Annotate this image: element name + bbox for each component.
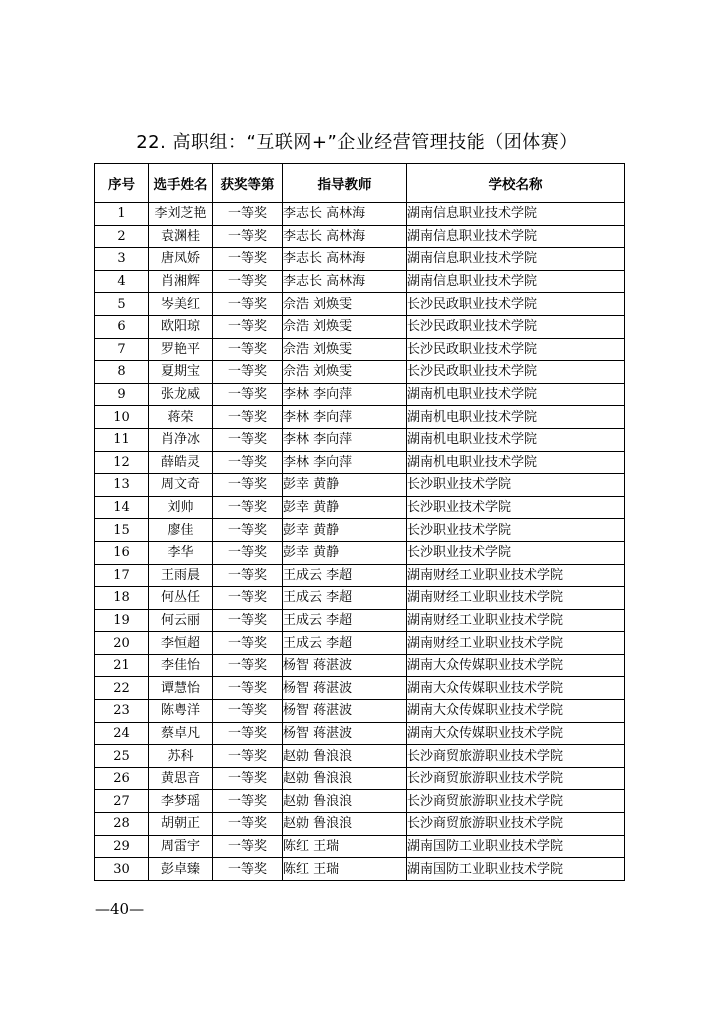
document-title: 22. 高职组：“互联网+”企业经营管理技能（团体赛） [136, 132, 578, 153]
results-table [94, 163, 625, 881]
cell-instructors: 王成云 李超 [283, 587, 407, 610]
cell-number: 28 [95, 813, 149, 836]
table-row [95, 632, 625, 655]
cell-award-level: 一等奖 [213, 451, 283, 474]
cell-contestant-name: 黄思音 [149, 767, 213, 790]
cell-contestant-name: 罗艳平 [149, 338, 213, 361]
table-row [95, 813, 625, 836]
table-row [95, 790, 625, 813]
cell-instructors: 赵勍 鲁浪浪 [283, 790, 407, 813]
cell-award-level: 一等奖 [213, 654, 283, 677]
cell-instructors: 李林 李向萍 [283, 406, 407, 429]
cell-number: 2 [95, 225, 149, 248]
cell-award-level: 一等奖 [213, 858, 283, 881]
cell-contestant-name: 李华 [149, 541, 213, 564]
table-row [95, 406, 625, 429]
column-header-no: 序号 [95, 164, 149, 203]
cell-school-name: 湖南信息职业技术学院 [407, 225, 625, 248]
cell-instructors: 李志长 高林海 [283, 225, 407, 248]
cell-school-name: 湖南大众传媒职业技术学院 [407, 677, 625, 700]
cell-contestant-name: 肖湘辉 [149, 270, 213, 293]
cell-contestant-name: 袁渊桂 [149, 225, 213, 248]
table-row [95, 587, 625, 610]
cell-number: 18 [95, 587, 149, 610]
cell-contestant-name: 肖净冰 [149, 428, 213, 451]
cell-contestant-name: 蒋荣 [149, 406, 213, 429]
cell-school-name: 湖南财经工业职业技术学院 [407, 564, 625, 587]
cell-school-name: 长沙职业技术学院 [407, 519, 625, 542]
cell-number: 13 [95, 474, 149, 497]
cell-instructors: 杨智 蒋湛波 [283, 700, 407, 723]
cell-instructors: 杨智 蒋湛波 [283, 722, 407, 745]
table-header-row [95, 164, 625, 203]
cell-number: 24 [95, 722, 149, 745]
column-header-name: 选手姓名 [149, 164, 213, 203]
table-row [95, 203, 625, 226]
cell-number: 22 [95, 677, 149, 700]
cell-contestant-name: 何丛任 [149, 587, 213, 610]
cell-award-level: 一等奖 [213, 406, 283, 429]
cell-instructors: 陈红 王瑞 [283, 858, 407, 881]
table-row [95, 293, 625, 316]
table-row [95, 767, 625, 790]
cell-instructors: 王成云 李超 [283, 632, 407, 655]
cell-school-name: 湖南信息职业技术学院 [407, 248, 625, 271]
table-row [95, 541, 625, 564]
cell-award-level: 一等奖 [213, 361, 283, 384]
table-row [95, 428, 625, 451]
table-row [95, 383, 625, 406]
cell-contestant-name: 蔡卓凡 [149, 722, 213, 745]
cell-award-level: 一等奖 [213, 632, 283, 655]
cell-award-level: 一等奖 [213, 248, 283, 271]
table-row [95, 745, 625, 768]
table-row [95, 609, 625, 632]
cell-school-name: 湖南信息职业技术学院 [407, 270, 625, 293]
cell-award-level: 一等奖 [213, 790, 283, 813]
table-row [95, 361, 625, 384]
table-row [95, 474, 625, 497]
cell-school-name: 长沙民政职业技术学院 [407, 338, 625, 361]
cell-instructors: 李林 李向萍 [283, 428, 407, 451]
cell-instructors: 彭幸 黄静 [283, 519, 407, 542]
cell-contestant-name: 夏期宝 [149, 361, 213, 384]
cell-number: 3 [95, 248, 149, 271]
cell-instructors: 彭幸 黄静 [283, 474, 407, 497]
cell-award-level: 一等奖 [213, 722, 283, 745]
table-row [95, 564, 625, 587]
table-row [95, 654, 625, 677]
table-row [95, 225, 625, 248]
cell-instructors: 佘浩 刘焕雯 [283, 315, 407, 338]
cell-instructors: 赵勍 鲁浪浪 [283, 745, 407, 768]
cell-instructors: 彭幸 黄静 [283, 541, 407, 564]
cell-contestant-name: 李佳怡 [149, 654, 213, 677]
cell-school-name: 湖南机电职业技术学院 [407, 428, 625, 451]
cell-contestant-name: 周文奇 [149, 474, 213, 497]
cell-number: 11 [95, 428, 149, 451]
table-row [95, 315, 625, 338]
cell-instructors: 彭幸 黄静 [283, 496, 407, 519]
cell-number: 19 [95, 609, 149, 632]
cell-number: 1 [95, 203, 149, 226]
cell-school-name: 长沙商贸旅游职业技术学院 [407, 767, 625, 790]
cell-award-level: 一等奖 [213, 609, 283, 632]
cell-school-name: 湖南国防工业职业技术学院 [407, 858, 625, 881]
cell-contestant-name: 廖佳 [149, 519, 213, 542]
table-row [95, 519, 625, 542]
cell-number: 10 [95, 406, 149, 429]
cell-instructors: 佘浩 刘焕雯 [283, 338, 407, 361]
table-row [95, 835, 625, 858]
cell-number: 21 [95, 654, 149, 677]
table-row [95, 496, 625, 519]
table-row [95, 677, 625, 700]
cell-award-level: 一等奖 [213, 270, 283, 293]
cell-school-name: 长沙商贸旅游职业技术学院 [407, 745, 625, 768]
cell-school-name: 长沙民政职业技术学院 [407, 293, 625, 316]
cell-instructors: 李林 李向萍 [283, 451, 407, 474]
cell-contestant-name: 周雷宇 [149, 835, 213, 858]
cell-number: 8 [95, 361, 149, 384]
cell-instructors: 杨智 蒋湛波 [283, 677, 407, 700]
cell-number: 4 [95, 270, 149, 293]
cell-number: 23 [95, 700, 149, 723]
cell-contestant-name: 陈粤洋 [149, 700, 213, 723]
cell-number: 29 [95, 835, 149, 858]
cell-contestant-name: 谭慧怡 [149, 677, 213, 700]
cell-contestant-name: 张龙威 [149, 383, 213, 406]
cell-contestant-name: 李恒超 [149, 632, 213, 655]
cell-instructors: 王成云 李超 [283, 564, 407, 587]
cell-contestant-name: 李梦瑶 [149, 790, 213, 813]
cell-school-name: 长沙民政职业技术学院 [407, 315, 625, 338]
table-row [95, 248, 625, 271]
cell-instructors: 李志长 高林海 [283, 248, 407, 271]
cell-award-level: 一等奖 [213, 677, 283, 700]
cell-number: 17 [95, 564, 149, 587]
cell-number: 5 [95, 293, 149, 316]
cell-number: 6 [95, 315, 149, 338]
cell-instructors: 佘浩 刘焕雯 [283, 293, 407, 316]
cell-school-name: 长沙民政职业技术学院 [407, 361, 625, 384]
table-row [95, 338, 625, 361]
column-header-award: 获奖等第 [213, 164, 283, 203]
cell-contestant-name: 胡朝正 [149, 813, 213, 836]
cell-instructors: 佘浩 刘焕雯 [283, 361, 407, 384]
cell-contestant-name: 薛皓灵 [149, 451, 213, 474]
cell-school-name: 湖南机电职业技术学院 [407, 383, 625, 406]
cell-school-name: 湖南国防工业职业技术学院 [407, 835, 625, 858]
cell-award-level: 一等奖 [213, 203, 283, 226]
column-header-school: 学校名称 [407, 164, 625, 203]
cell-instructors: 陈红 王瑞 [283, 835, 407, 858]
cell-award-level: 一等奖 [213, 428, 283, 451]
cell-award-level: 一等奖 [213, 225, 283, 248]
cell-number: 7 [95, 338, 149, 361]
cell-instructors: 李志长 高林海 [283, 203, 407, 226]
cell-number: 25 [95, 745, 149, 768]
cell-school-name: 湖南大众传媒职业技术学院 [407, 654, 625, 677]
cell-school-name: 湖南大众传媒职业技术学院 [407, 700, 625, 723]
cell-number: 12 [95, 451, 149, 474]
cell-award-level: 一等奖 [213, 813, 283, 836]
cell-award-level: 一等奖 [213, 315, 283, 338]
cell-number: 15 [95, 519, 149, 542]
cell-award-level: 一等奖 [213, 541, 283, 564]
cell-award-level: 一等奖 [213, 496, 283, 519]
cell-contestant-name: 唐凤娇 [149, 248, 213, 271]
cell-school-name: 长沙职业技术学院 [407, 541, 625, 564]
cell-instructors: 李林 李向萍 [283, 383, 407, 406]
cell-contestant-name: 苏科 [149, 745, 213, 768]
page-number: —40— [95, 900, 145, 918]
cell-contestant-name: 刘帅 [149, 496, 213, 519]
cell-instructors: 赵勍 鲁浪浪 [283, 813, 407, 836]
cell-award-level: 一等奖 [213, 519, 283, 542]
cell-award-level: 一等奖 [213, 587, 283, 610]
cell-award-level: 一等奖 [213, 564, 283, 587]
table-row [95, 722, 625, 745]
table-row [95, 700, 625, 723]
cell-school-name: 湖南信息职业技术学院 [407, 203, 625, 226]
cell-contestant-name: 岑美红 [149, 293, 213, 316]
cell-instructors: 李志长 高林海 [283, 270, 407, 293]
cell-award-level: 一等奖 [213, 338, 283, 361]
cell-number: 14 [95, 496, 149, 519]
cell-number: 26 [95, 767, 149, 790]
cell-number: 9 [95, 383, 149, 406]
cell-instructors: 王成云 李超 [283, 609, 407, 632]
cell-school-name: 长沙职业技术学院 [407, 474, 625, 497]
cell-school-name: 湖南财经工业职业技术学院 [407, 632, 625, 655]
cell-contestant-name: 欧阳琼 [149, 315, 213, 338]
cell-instructors: 赵勍 鲁浪浪 [283, 767, 407, 790]
cell-award-level: 一等奖 [213, 745, 283, 768]
cell-school-name: 湖南财经工业职业技术学院 [407, 587, 625, 610]
cell-school-name: 湖南机电职业技术学院 [407, 406, 625, 429]
cell-contestant-name: 彭卓臻 [149, 858, 213, 881]
cell-number: 27 [95, 790, 149, 813]
cell-school-name: 湖南财经工业职业技术学院 [407, 609, 625, 632]
cell-contestant-name: 王雨晨 [149, 564, 213, 587]
cell-school-name: 湖南机电职业技术学院 [407, 451, 625, 474]
column-header-teacher: 指导教师 [283, 164, 407, 203]
cell-award-level: 一等奖 [213, 293, 283, 316]
cell-school-name: 湖南大众传媒职业技术学院 [407, 722, 625, 745]
cell-award-level: 一等奖 [213, 767, 283, 790]
cell-instructors: 杨智 蒋湛波 [283, 654, 407, 677]
cell-number: 30 [95, 858, 149, 881]
cell-contestant-name: 李刘芝艳 [149, 203, 213, 226]
cell-contestant-name: 何云丽 [149, 609, 213, 632]
table-row [95, 858, 625, 881]
cell-number: 20 [95, 632, 149, 655]
cell-award-level: 一等奖 [213, 700, 283, 723]
cell-number: 16 [95, 541, 149, 564]
cell-school-name: 长沙商贸旅游职业技术学院 [407, 813, 625, 836]
cell-award-level: 一等奖 [213, 383, 283, 406]
cell-award-level: 一等奖 [213, 474, 283, 497]
cell-school-name: 长沙职业技术学院 [407, 496, 625, 519]
table-row [95, 270, 625, 293]
table-body [95, 203, 625, 881]
cell-award-level: 一等奖 [213, 835, 283, 858]
table-row [95, 451, 625, 474]
cell-school-name: 长沙商贸旅游职业技术学院 [407, 790, 625, 813]
